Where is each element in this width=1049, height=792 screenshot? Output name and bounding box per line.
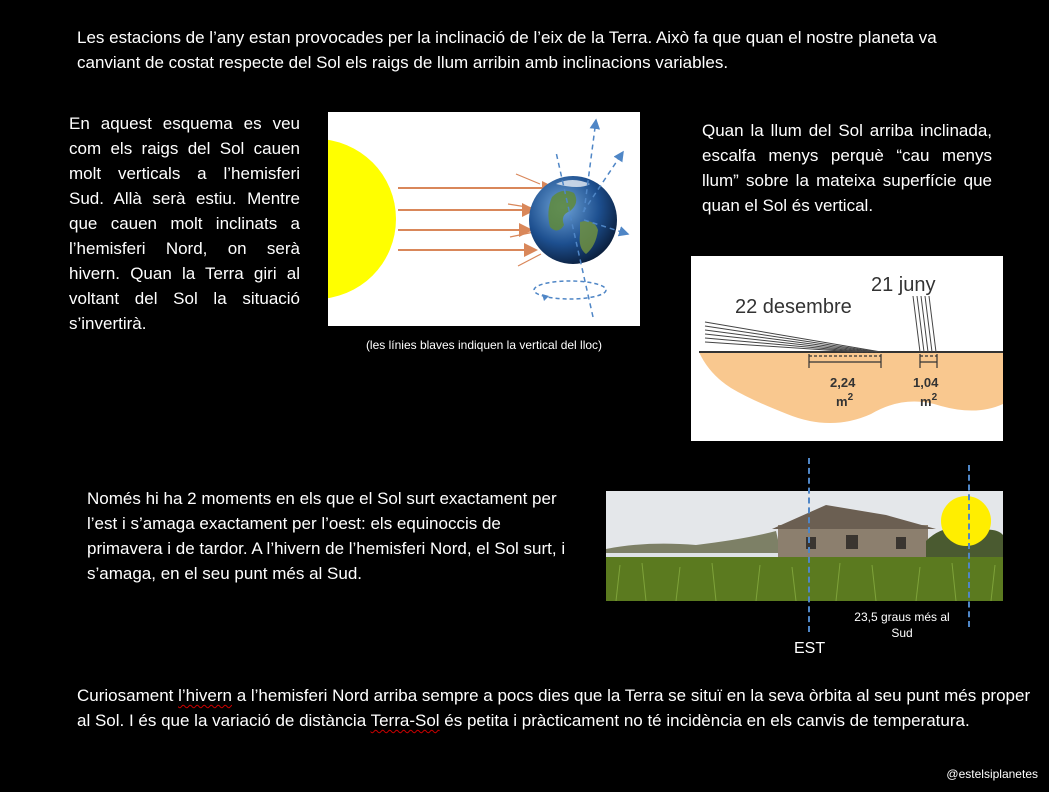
sun-icon — [328, 139, 396, 299]
sun-earth-illustration — [328, 112, 640, 326]
landscape-illustration — [606, 491, 1003, 601]
area-december: 2,24 — [830, 375, 856, 390]
equinox-text-content: Només hi ha 2 moments en els que el Sol surt exactament per l’est i s’amaga exactament per l’oest: els equinoccis de primavera i de tardor. A l’hivern de l’hemisferi Nord, el Sol surt, i s’amaga, en el seu punt més al Sud. — [87, 489, 566, 583]
sun-earth-diagram — [328, 112, 640, 326]
perihelion-text-part2: a l’hemisferi Nord arriba sempre a pocs dies que la Terra se situï en la seva òrbita al seu punt més proper al Sol. I és que la variació de distància — [77, 686, 1031, 730]
incidence-illustration — [691, 256, 1003, 441]
watermark: @estelsiplanetes — [946, 767, 1038, 781]
perihelion-text-part3: és petita i pràcticament no té incidència en els canvis de temperatura. — [439, 711, 970, 730]
degrees-south-label: 23,5 graus més al Sud — [854, 610, 950, 640]
word-hivern: l’hivern — [178, 686, 232, 705]
landscape-photo — [606, 491, 1003, 601]
area-june: 1,04 — [913, 375, 939, 390]
east-vertical-line — [808, 458, 810, 632]
perihelion-text-part1: Curiosament — [77, 686, 179, 705]
intro-text: Les estacions de l’any estan provocades per la inclinació de l’eix de la Terra. Això fa que quan el nostre planeta va canviant de costat respecte del Sol els raigs de llum arribin amb inclinacions variables. — [77, 28, 937, 72]
diagram-caption: (les línies blaves indiquen la vertical del lloc) — [365, 338, 603, 352]
south-vertical-line — [968, 465, 970, 627]
perihelion-text — [77, 683, 1037, 733]
east-label: EST — [794, 640, 826, 657]
incidence-explanation-text: Quan la llum del Sol arriba inclinada, escalfa menys perquè “cau menys llum” sobre la mateixa superfície que quan el Sol és vertical. — [702, 121, 992, 215]
label-21-juny: 21 juny — [871, 274, 936, 296]
equinox-text — [87, 486, 567, 586]
sun-icon — [941, 496, 991, 546]
earth-icon — [529, 176, 617, 264]
area-june-unit: $m^2$ — [920, 392, 938, 409]
area-december-unit: $m^2$ — [836, 392, 854, 409]
label-22-desembre: 22 desembre — [735, 296, 852, 318]
light-incidence-diagram — [691, 256, 1003, 441]
tilt-explanation-text: En aquest esquema es veu com els raigs del Sol cauen molt verticals a l’hemisferi Sud. Allà serà estiu. Mentre que cauen molt inclinats a l’hemisferi Nord, on serà hivern. Quan la Terra giri al voltant del Sol la situació s’invertirà. — [69, 114, 300, 333]
word-terra-sol: Terra-Sol — [370, 711, 440, 730]
